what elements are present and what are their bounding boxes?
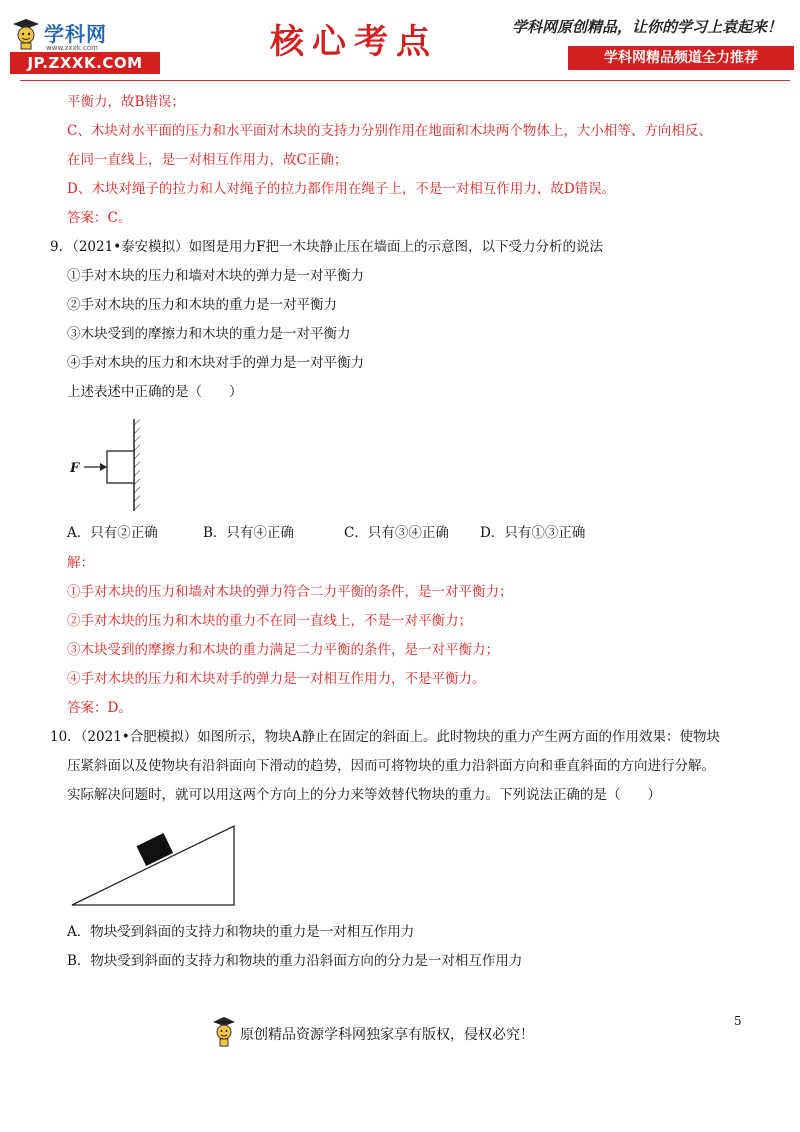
q9-statement-1: ①手对木块的压力和墙对木块的弹力是一对平衡力 <box>67 268 364 284</box>
mascot-icon <box>212 1016 236 1048</box>
header-slogan: 学科网原创精品，让你的学习上袁起来！ <box>512 18 783 36</box>
wall-hatching <box>134 419 140 511</box>
q9-solution-3: ③木块受到的摩擦力和木块的重力满足二力平衡的条件，是一对平衡力； <box>67 642 499 658</box>
q10-option-b: B．物块受到斜面的支持力和物块的重力沿斜面方向的分力是一对相互作用力 <box>67 953 523 969</box>
q10-stem-3: 实际解决问题时，就可以用这两个方向上的分力来等效替代物块的重力。下列说法正确的是（ ） <box>67 787 661 803</box>
q9-option-d: D．只有①③正确 <box>480 525 586 541</box>
block <box>107 451 134 483</box>
prev-solution-line: 平衡力，故B错误； <box>67 94 185 110</box>
q9-solution-1: ①手对木块的压力和墙对木块的弹力符合二力平衡的条件，是一对平衡力； <box>67 584 513 600</box>
copyright-notice: 原创精品资源学科网独家享有版权，侵权必究！ <box>240 1027 534 1043</box>
zxxk-logo <box>8 14 158 72</box>
q9-prompt: 上述表述中正确的是（ ） <box>67 384 243 400</box>
force-label: F <box>70 461 80 476</box>
q9-statement-3: ③木块受到的摩擦力和木块的重力是一对平衡力 <box>67 326 351 342</box>
wall-block-diagram <box>50 407 770 517</box>
prev-solution-line: D、木块对绳子的拉力和人对绳子的拉力都作用在绳子上，不是一对相互作用力，故D错误。 <box>67 181 616 197</box>
mascot-icon <box>12 18 40 50</box>
q9-statement-4: ④手对木块的压力和木块对手的弹力是一对平衡力 <box>67 355 364 371</box>
logo-name: 学科网 <box>44 22 107 46</box>
prev-answer: 答案：C。 <box>67 210 132 226</box>
q9-solution-head: 解： <box>67 555 94 571</box>
q9-statement-2: ②手对木块的压力和木块的重力是一对平衡力 <box>67 297 337 313</box>
page-title: 核心考点 <box>270 22 438 62</box>
logo-banner: JP.ZXXK.COM <box>10 52 160 74</box>
logo-url: www.zxxk.com <box>46 44 98 52</box>
q9-answer: 答案：D。 <box>67 700 132 716</box>
q9-options <box>50 517 770 549</box>
header-divider <box>20 80 790 81</box>
header-tagline: 学科网精品频道全力推荐 <box>568 46 794 70</box>
page-number: 5 <box>734 1014 742 1028</box>
page-footer <box>0 1010 800 1050</box>
q9-option-a: A．只有②正确 <box>67 525 158 541</box>
q9-option-b: B．只有④正确 <box>203 525 294 541</box>
q9-option-c: C．只有③④正确 <box>344 525 449 541</box>
prev-solution-line: C、木块对水平面的压力和水平面对木块的支持力分别作用在地面和木块两个物体上，大小相等、方向相反、 <box>67 123 712 139</box>
q9-stem: 9．（2021•泰安模拟）如图是用力F把一木块静止压在墙面上的示意图，以下受力分析的说法 <box>50 239 604 255</box>
incline <box>72 826 234 905</box>
incline-diagram <box>50 810 770 918</box>
q10-stem-1: 10．（2021•合肥模拟）如图所示，物块A静止在固定的斜面上。此时物块的重力产生两方面的作用效果：使物块 <box>50 729 720 745</box>
page-content <box>50 88 770 976</box>
q10-incline-figure <box>50 810 770 918</box>
q10-option-a: A．物块受到斜面的支持力和物块的重力是一对相互作用力 <box>67 924 415 940</box>
q9-solution-4: ④手对木块的压力和木块对手的弹力是一对相互作用力，不是平衡力。 <box>67 671 486 687</box>
q9-solution-2: ②手对木块的压力和木块的重力不在同一直线上，不是一对平衡力； <box>67 613 472 629</box>
page-header <box>0 0 800 78</box>
force-arrowhead <box>100 463 107 471</box>
q10-stem-2: 压紧斜面以及使物块有沿斜面向下滑动的趋势，因而可将物块的重力沿斜面方向和垂直斜面的方向进行分解。 <box>67 758 715 774</box>
q9-wall-block-figure <box>50 407 770 517</box>
prev-solution-line: 在同一直线上，是一对相互作用力，故C正确； <box>67 152 348 168</box>
